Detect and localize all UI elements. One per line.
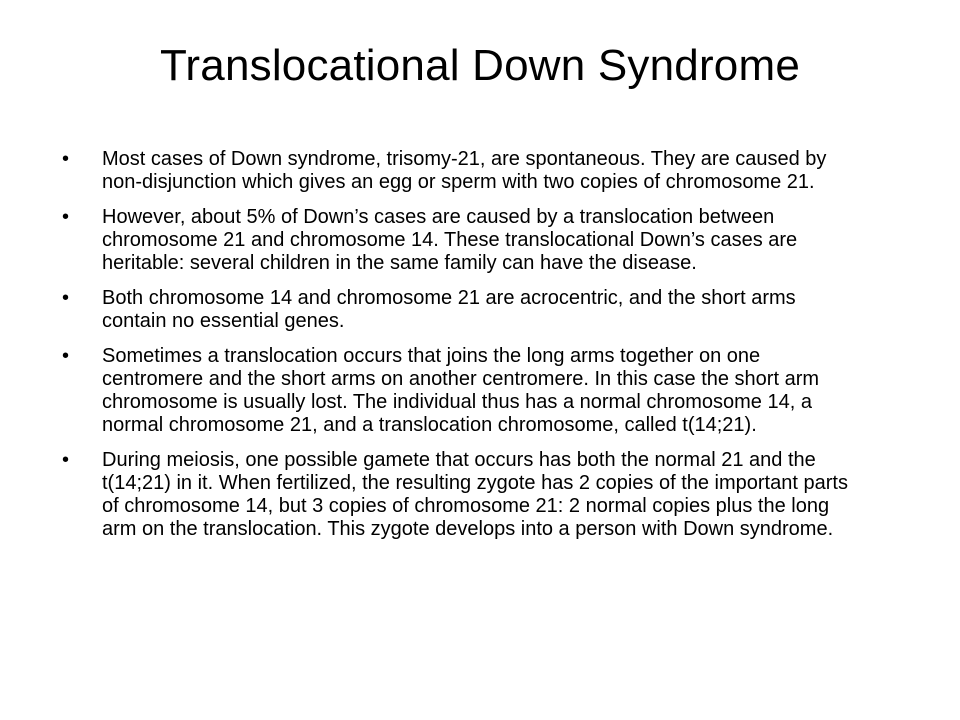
bullet-dot-icon: • (62, 148, 70, 170)
bullet-dot-icon: • (62, 287, 70, 309)
bullet-item-2 (62, 206, 862, 275)
bullet-item-4 (62, 345, 862, 437)
bullet-text: Most cases of Down syndrome, trisomy-21, are spontaneous. They are caused by non-disjunction which gives an egg or sperm with two copies of chromosome 21. (102, 148, 827, 193)
bullet-text: Both chromosome 14 and chromosome 21 are acrocentric, and the short arms contain no essential genes. (102, 287, 796, 332)
bullet-dot-icon: • (62, 345, 70, 367)
bullet-dot-icon: • (62, 206, 70, 228)
bullet-text: However, about 5% of Down’s cases are caused by a translocation between chromosome 21 and chromosome 14. These translocational Down’s cases are heritable: several children in the same family can have the disease. (102, 206, 798, 274)
bullet-item-1 (62, 148, 862, 194)
slide-title: Translocational Down Syndrome (159, 41, 801, 90)
bullet-text: Sometimes a translocation occurs that joins the long arms together on one centromere and the short arms on another centromere. In this case the short arm chromosome is usually lost. The individual thus has a normal chromosome 14, a normal chromosome 21, and a translocation chromosome, called t(14;21). (102, 345, 820, 436)
bullet-dot-icon: • (62, 449, 70, 471)
bullet-item-3 (62, 287, 862, 333)
bullet-list (62, 148, 862, 553)
bullet-item-5 (62, 449, 862, 541)
bullet-text: During meiosis, one possible gamete that occurs has both the normal 21 and the t(14;21) in it. When fertilized, the resulting zygote has 2 copies of the important parts of chromosome 14, but 3 copies of chromosome 21: 2 normal copies plus the long arm on the translocation. This zygote develops into a person with Down syndrome. (102, 449, 848, 540)
